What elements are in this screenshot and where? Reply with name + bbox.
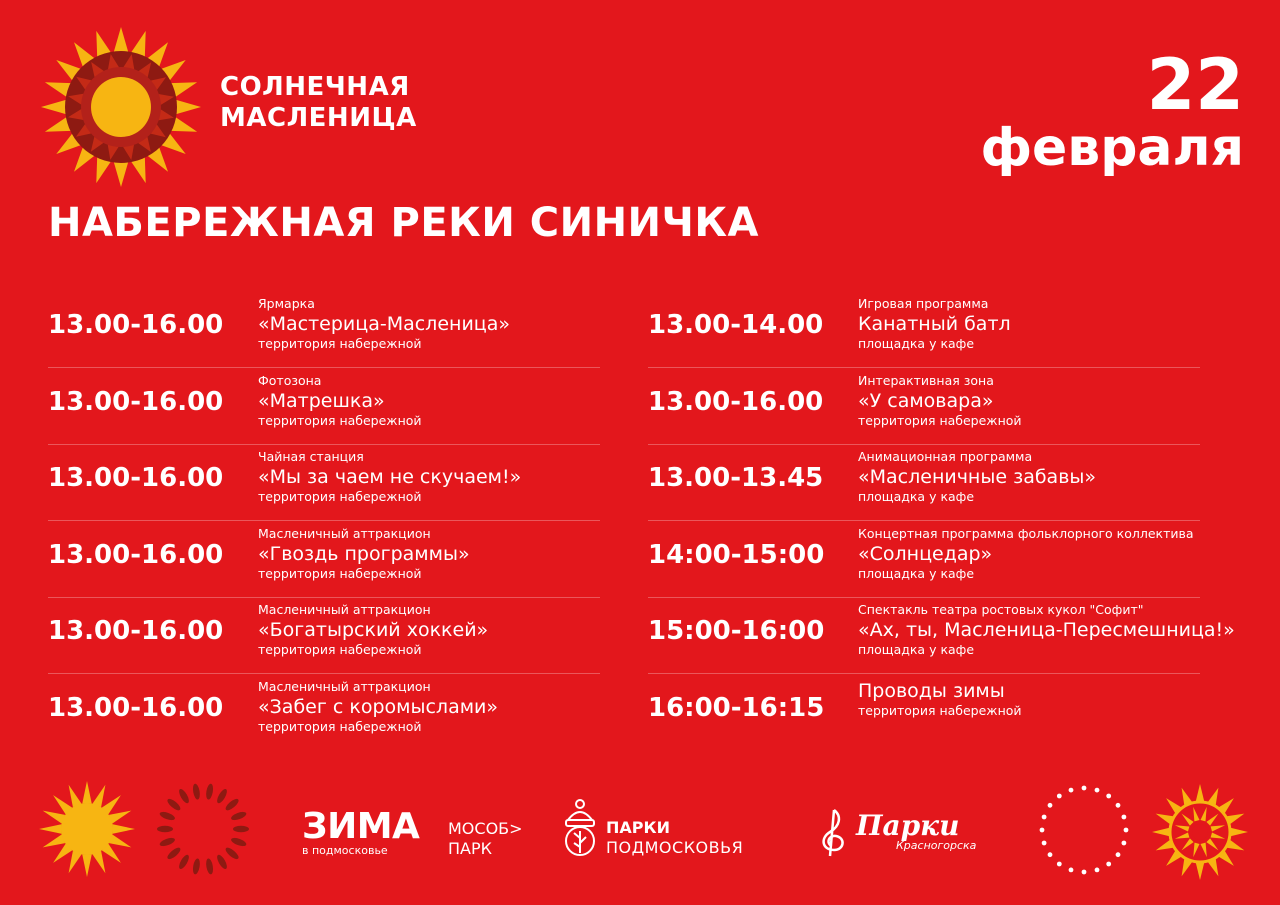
sun-ray: [109, 835, 131, 848]
event-info: [258, 296, 510, 351]
sun-ray: [69, 851, 82, 873]
event-title: Канатный батл: [858, 313, 1011, 335]
sun-emblem-icon: [40, 26, 202, 188]
event-info: [258, 602, 488, 657]
event-info: [258, 373, 422, 428]
sun-ray: [82, 781, 91, 803]
event-title: «Солнцедар»: [858, 542, 993, 565]
sun-dark-ring-icon: [152, 778, 254, 880]
brand-line-1: СОЛНЕЧНАЯ: [220, 72, 410, 102]
leaf: [177, 788, 191, 805]
event-category: Интерактивная зона: [858, 372, 994, 388]
event-time: 13.00-16.00: [48, 386, 224, 417]
dot-ring-icon: [1036, 782, 1132, 878]
tree-emblem-icon: [560, 798, 600, 858]
event-location: территория набережной: [258, 412, 422, 428]
event-location: территория набережной: [858, 412, 1022, 428]
schedule-row: [48, 522, 600, 598]
treble-clef-icon: [812, 806, 854, 858]
event-time: 13.00-16.00: [48, 463, 224, 493]
event-category: Игровая программа: [858, 296, 989, 311]
dot: [1095, 868, 1100, 873]
leaf: [224, 846, 240, 861]
schedule-row: [48, 369, 600, 445]
zima-logo-main: ЗИМА: [302, 806, 420, 847]
dot: [1082, 870, 1087, 875]
sun-ray: [43, 811, 65, 824]
sun-ornament-icon: [1150, 782, 1250, 882]
event-time: 13.00-16.00: [648, 386, 824, 417]
sun-ray: [113, 824, 135, 833]
sun-core: [91, 77, 151, 137]
dot: [1124, 828, 1129, 833]
event-location: территория набережной: [258, 489, 422, 504]
event-category: Анимационная программа: [858, 449, 1033, 464]
leaf: [230, 836, 247, 847]
leaf: [192, 783, 201, 800]
leaf: [159, 810, 176, 821]
parki-line-1: ПАРКИ: [606, 818, 670, 837]
krasnogorsk-logo-sub: Красногорска: [896, 839, 977, 852]
leaf: [157, 826, 173, 832]
dot: [1042, 841, 1047, 846]
sun-ray: [82, 855, 91, 877]
event-category: Фотозона: [258, 372, 322, 388]
mosoblpark-line-1: МОСОБ>: [448, 819, 523, 838]
zima-logo-sub: в подмосковье: [302, 844, 388, 857]
event-title: «Масленичные забавы»: [858, 466, 1097, 488]
sun-ray: [93, 851, 106, 873]
leaf: [166, 846, 182, 861]
mosoblpark-logo: [448, 819, 523, 859]
event-time: 13.00-13.45: [648, 463, 824, 493]
zima-logo: [302, 806, 420, 858]
sun-ray: [43, 835, 65, 848]
event-time: 13.00-16.00: [48, 616, 224, 646]
event-time: 16:00-16:15: [648, 692, 825, 723]
dot: [1057, 862, 1062, 867]
sun-core: [1192, 824, 1208, 840]
event-time: 13.00-16.00: [48, 539, 224, 570]
event-category: Спектакль театра ростовых кукол "Софит": [858, 602, 1144, 617]
leaf: [224, 797, 240, 812]
venue-title: НАБЕРЕЖНАЯ РЕКИ СИНИЧКА: [48, 200, 760, 246]
sun-ray: [39, 824, 61, 833]
event-location: площадка у кафе: [858, 565, 975, 581]
sun-ray: [69, 785, 82, 807]
leaf: [215, 788, 229, 805]
dot: [1048, 803, 1053, 808]
schedule-row: [648, 675, 1200, 751]
event-title: «Мы за чаем не скучаем!»: [258, 466, 522, 488]
parki-krasnogorska-logo: [856, 809, 977, 852]
event-category: Ярмарка: [258, 296, 315, 311]
dot: [1116, 803, 1121, 808]
sun-core: [61, 803, 113, 855]
parki-line-2: ПОДМОСКОВЬЯ: [606, 838, 744, 857]
event-location: территория набережной: [258, 718, 422, 734]
event-category: Масленичный аттракцион: [258, 678, 431, 694]
leaf: [205, 783, 214, 800]
leaf: [159, 836, 176, 847]
dot: [1082, 786, 1087, 791]
event-location: территория набережной: [858, 702, 1022, 718]
event-location: территория набережной: [258, 336, 422, 351]
schedule-row: [48, 445, 600, 521]
schedule-row: [48, 598, 600, 674]
dot: [1122, 841, 1127, 846]
sun-ray: [93, 785, 106, 807]
schedule-row: [648, 522, 1200, 598]
event-info: [858, 296, 1011, 351]
brand-line-2: МАСЛЕНИЦА: [220, 103, 417, 133]
event-location: площадка у кафе: [858, 336, 975, 351]
date-day: 22: [1146, 44, 1244, 126]
event-title: «Матрешка»: [258, 389, 385, 412]
dot: [1116, 852, 1121, 857]
krasnogorsk-logo-main: Парки: [856, 809, 960, 842]
event-time: 15:00-16:00: [648, 616, 825, 646]
dot: [1042, 815, 1047, 820]
event-category: Масленичный аттракцион: [258, 525, 431, 541]
dot: [1048, 852, 1053, 857]
event-info: [258, 449, 521, 504]
event-title: Проводы зимы: [858, 679, 1005, 702]
schedule-row: [648, 598, 1235, 674]
date-month: февраля: [980, 118, 1244, 178]
schedule-row: [648, 369, 1200, 445]
event-time: 13.00-14.00: [648, 310, 824, 340]
event-title: «Гвоздь программы»: [258, 542, 470, 565]
brand-title: [220, 72, 417, 134]
event-title: «Ах, ты, Масленица-Пересмешница!»: [858, 619, 1235, 641]
dot: [1106, 862, 1111, 867]
dot: [1057, 794, 1062, 799]
event-time: 13.00-16.00: [48, 692, 224, 723]
event-title: «Богатырский хоккей»: [258, 619, 489, 641]
event-info: [858, 679, 1022, 718]
dot: [1122, 815, 1127, 820]
event-location: территория набережной: [258, 642, 422, 657]
leaf: [177, 853, 191, 870]
leaf: [205, 858, 214, 875]
schedule-row: [648, 292, 1200, 368]
event-info: [258, 526, 470, 581]
event-time: 13.00-16.00: [48, 310, 224, 340]
sun-ray: [109, 811, 131, 824]
event-info: [858, 526, 1194, 581]
event-category: Масленичный аттракцион: [258, 602, 431, 617]
event-title: «Мастерица-Масленица»: [258, 313, 510, 335]
event-location: площадка у кафе: [858, 489, 975, 504]
event-location: площадка у кафе: [858, 642, 975, 657]
event-date: [980, 44, 1244, 178]
sun-yellow-icon: [36, 778, 138, 880]
event-title: «У самовара»: [858, 389, 994, 412]
dot: [1069, 868, 1074, 873]
dot: [1095, 788, 1100, 793]
leaf: [166, 797, 182, 812]
event-category: Концертная программа фольклорного коллектива: [858, 525, 1194, 541]
event-category: Чайная станция: [258, 449, 364, 464]
mosoblpark-line-2: ПАРК: [448, 839, 492, 858]
event-location: территория набережной: [258, 565, 422, 581]
schedule-row: [48, 292, 600, 368]
schedule-row: [48, 675, 600, 751]
event-time: 14:00-15:00: [648, 539, 825, 570]
dot: [1069, 788, 1074, 793]
schedule-row: [648, 445, 1200, 521]
leaf: [230, 810, 247, 821]
event-title: «Забег с коромыслами»: [258, 695, 499, 718]
event-info: [858, 602, 1235, 657]
leaf: [192, 858, 201, 875]
dot: [1106, 794, 1111, 799]
event-info: [858, 373, 1022, 428]
parki-podmoskovya-logo: [606, 818, 743, 858]
leaf: [233, 826, 249, 832]
event-info: [258, 679, 498, 734]
leaf: [215, 853, 229, 870]
event-info: [858, 449, 1096, 504]
dot: [1040, 828, 1045, 833]
